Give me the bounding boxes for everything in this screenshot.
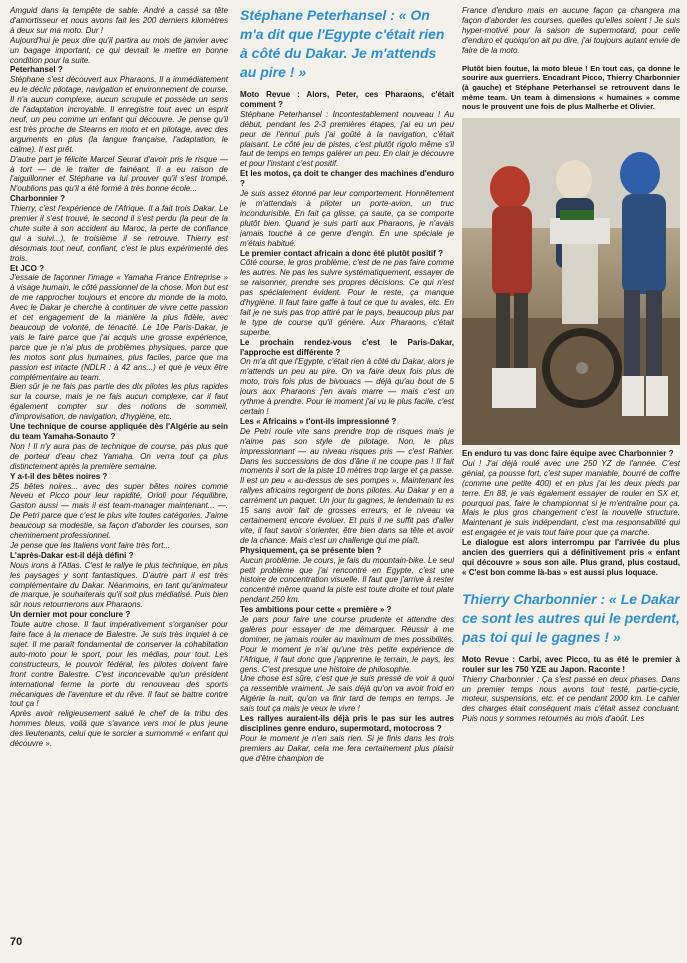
interview-paragraph: D'autre part je félicite Marcel Seurat d'avoir pris le risque — à tort — de le traiter de fainéant. Il a eu raison de l'aiguillonner et Stéphane va lui prouver qu'il s'est trompé. N'oublions pas qu'il a été formé à très bonne école... [10,154,228,194]
interview-question: Charbonnier ? [10,194,65,204]
interview-paragraph: Thierry Charbonnier : Ça s'est passé en deux phases. Dans un premier temps nous avons tout testé, partie-cycle, moteur, suspensions, etc. et ce pendant 2000 km. Le cahier des charges était conséquent mais c'était assez concluant. Puis nous y sommes retournés au mois d'août. Les [462,674,680,724]
interview-question: Moto Revue : Carbi, avec Picco, tu as été le premier à rouler sur les 750 YZE au Japon. Raconte ! [462,654,680,674]
peterhansel-headline: Stéphane Peterhansel : « On m'a dit que l'Egypte c'était rien à côté du Dakar. Je m'attends au pire ! » [240,7,445,80]
charbonnier-lead-body [462,449,680,578]
interview-paragraph: Je pense que les Italiens vont faire très fort... [10,540,171,550]
interview-question: Peterhansel ? [10,65,63,75]
interview-paragraph: Aucun problème. Je cours, je fais du mountain-bike. Le seul petit problème que j'ai rencontré en Egypte, c'est une histoire de concentration visuelle. Il faut que j'arrive à rester concentré même quand la piste est toute droite et tout plate pendant 250 km. [240,555,454,605]
interview-paragraph: Une chose est sûre, c'est que je suis pressé de voir à quoi ça ressemble vraiment. Je sais déjà qu'on va avoir froid en Algérie la nuit, qu'on va finir tard de temps en temps. Je sais tout ça mais je veux le vivre ! [240,674,454,714]
interview-question: Moto Revue : Alors, Peter, ces Pharaons, c'était comment ? [240,90,454,109]
interview-question: Le premier contact africain a donc été plutôt positif ? [240,248,443,258]
interview-paragraph: De Petri roule vite sans prendre trop de risques mais je n'aime pas son style de pilotage. Non, le plus impressionnant — au niveau risques pris — c'est Rahier. Dans les successions de dos d'âne il ne coupe pas ! Il fait moments il sort de la piste 10 mètres trop large et ça passe. Il est un peu « au-dessus de ses pompes ». Maintenant les rallyes africains regorgent de bons pilotes. Au Dakar y en a carrément un paquet. Un jour tu gagnes, le lendemain tu es 15 sans avoir fait de grosses erreurs, et le niveau va certainement encore évoluer. Et puis il ne suffit pas d'aller vite, il faut savoir s'orienter, être bien dans sa tête et avoir de la chance. Mais c'est un challenge qui me plaît. [240,426,454,545]
interview-paragraph: Thierry, c'est l'expérience de l'Afrique. Il a fait trois Dakar. Le premier il s'est trouvé, le second il s'est perdu (la peur de la chute suite à son accident au Maroc, la perte de confiance qui a suivi...), le troisième il se retrouve. Thierry est désormais tout neuf, confiant, c'est le plus expérimenté des trois. [10,204,228,263]
interview-paragraph: Toute autre chose. Il faut impérativement s'organiser pour faire face à la menace de Balestre. Je suis très inquiet à ce sujet. Il me paraît fondamental de conserver la cohabitation auto-moto pour le sport, pour les médias, pour tout. Les constructeurs, le pouvoir fédéral, les pilotes doivent faire front contre Balestre. C'est inconcevable qu'un président international ferme la porte du renouveau des sports mécaniques de l'aventure et du rêve. Il faut se battre contre tout ça ! [10,620,228,709]
page-number: 70 [10,936,23,948]
bold-paragraph: Le dialogue est alors interrompu par l'arrivée du plus ancien des guerriers qui a définitivement pris « enfant qui découvre » sous son aile. Plus grand, plus costaud, « C'est bon comme là-bas » est aussi plus loquace. [462,538,680,577]
interview-paragraph: Stéphane Peterhansel : Incontestablement nouveau ! Au début, pendant les 2-3 premières étapes, j'ai eu un peu peur de l'ennui puis j'ai goûté à la navigation, c'était plaisant. Le côté jeu de pistes, c'est plutôt rigolo même s'il faut de temps en temps galérer un peu. En clair je découvre et pour l'instant c'est positif. [240,109,454,169]
interview-question: Tes ambitions pour cette « première » ? [240,605,392,615]
team-riders-photo [462,118,680,445]
interview-column-right [462,6,680,956]
interview-column-left [10,6,228,924]
interview-question: En enduro tu vas donc faire équipe avec Charbonnier ? [462,449,674,459]
interview-paragraph: 25 bêtes noires... avec des super bêtes noires comme Neveu et Picco pour leur rapidité, Orioli pour l'équilibre, Gaston aussi — mais il est team-manager maintenant... —. De Petri parce que c'est le plus vite toutes catégories. J'aime beaucoup sa modestie, sa façon d'aborder les courses, son cheminement professionnel. [10,481,228,541]
photo-caption: Plutôt bien foutue, la moto bleue ! En tout cas, ça donne le sourire aux guerriers. Encadrant Picco, Thierry Charbonnier (à gauche) et Stéphane Peterhansel se retrouvent dans le même team. Un team à dimensions « humaines » comme nous le prouvent une fois de plus Malherbe et Olivier. [462,63,680,112]
peterhansel-interview-body [240,90,454,764]
interview-paragraph: Je pars pour faire une course prudente et attendre des galères pour essayer de me démarquer. Réussir à me dominer, ne jamais rouler au maximum de mes possibilités. Pour le moment je n'ai qu'une très petite expérience de l'Afrique, il faut donc que j'apprenne le terrain, le pays, les gens. C'est presque une histoire de philosophie. [240,615,454,674]
interview-paragraph: Nous irons à l'Atlas. C'est le rallye le plus technique, en plus les paysages y sont fantastiques. D'autre part il est très complémentaire du Dakar. Néanmoins, en tant qu'animateur de marque, je souhaiterais qu'il soit plus médiatisé. Puis bien sûr nous retournerons aux Pharaons. [10,560,228,610]
interview-question: Y a-t-il des bêtes noires ? [10,471,108,481]
interview-question: Et les motos, ça doit te changer des machines d'enduro ? [240,169,454,189]
interview-paragraph: France d'enduro mais en aucune façon ça changera ma façon d'aborder les courses, quelles qu'elles soient ! Je suis hyper-motivé pour la saison de supermotard, pour celle d'enduro et quoiqu'on ait pu dire, j'ai toujours autant envie de faire de la moto. [462,6,680,55]
interview-paragraph: Pour le moment je n'en sais rien. Si je finis dans les trois premiers au Dakar, cela me fera certainement plus plaisir que d'être champion de [240,733,454,763]
interview-paragraph: Côté course, le gros problème, c'est de ne pas faire comme les autres. Ne pas les suivre systématiquement, essayer de se raisonner, prendre ses propres décisions. Ce qui n'est pas spécialement évident. Pour le reste, ça manque d'hygiène. Il faut faire gaffe à tout ce que tu avales, etc. En fait je ne suis pas trop attiré par le pays, beaucoup plus par le type de course qu'il génère. Aux Pharaons, c'était superbe. [240,258,454,337]
interview-question: Et JCO ? [10,263,44,273]
interview-column-middle [240,6,454,956]
column-intro-text [462,6,680,56]
photo-illustration [462,118,680,445]
interview-question: Le prochain rendez-vous c'est le Paris-Dakar, l'approche est différente ? [240,337,454,357]
interview-paragraph: Stéphane s'est découvert aux Pharaons. Il a immédiatement eu le déclic pilotage, navigation et environnement de course. Il n'a aucun complexe, aucun scrupule et possède un sens de l'adaptation incroyable. Il enregistre tout avec un esprit neuf, un peu comme un enfant qui découvre. Je pense qu'il est très proche de Stearns en moto et en pilotage, avec des arguments en plus (la langue française, l'adaptation, le calme). Il est prêt. [10,75,228,154]
interview-question: Les rallyes auraient-ils déjà pris le pas sur les autres disciplines genre enduro, supermotard, motocross ? [240,714,454,733]
interview-question: Les « Africains » t'ont-ils impressionné ? [240,416,397,426]
interview-question: L'après-Dakar est-il déjà défini ? [10,550,134,560]
interview-paragraph: Je suis assez étonné par leur comportement. Honnêtement je m'attendais à piloter un porte-avion, un truc incondurisible. En fait ça glisse, ça saute, ça se comporte plutôt bien. Quand je suis parti aux Pharaons, je n'avais jamais touché à ce genre d'engin. En une spéciale je m'étais habitué. [240,189,454,248]
interview-paragraph: Après avoir religieusement salué le chef de la tribu des hommes bleus, voilà que s'avance vers moi le plus jeune des lieutenants, celui que le sorcier a surnommé « enfant qui découvre ». [10,709,228,749]
interview-question: Un dernier mot pour conclure ? [10,610,131,620]
charbonnier-headline: Thierry Charbonnier : « Le Dakar ce sont les autres qui le perdent, pas toi qui le gagnes ! » [462,590,680,645]
interview-question: Une technique de course appliquée dès l'Algérie au sein du team Yamaha-Sonauto ? [10,422,228,441]
interview-paragraph: On m'a dit que l'Egypte, c'était rien à côté du Dakar, alors je m'attends un peu au pire. On va faire deux fois plus de moto, trois fois plus de bivouacs — déjà qu'au bout de 5 jours aux Pharaons j'en avais marre — mais c'est un rythme à prendre. Pour le moment j'ai vu le plus facile, c'est certain ! [240,357,454,416]
interview-paragraph: Amguid dans la tempête de sable. André a cassé sa tête d'amortisseur et nous avons fait les 200 derniers kilomètres à deux sur ma moto. Dur ! [10,6,228,35]
charbonnier-interview-body [462,655,680,724]
interview-paragraph: Aujourd'hui je peux dire qu'il partira au mois de janvier avec un bagage important, ce qui devrait le mettre en bonne condition pour la suite. [10,35,228,65]
interview-paragraph: Bien sûr je ne fais pas partie des dix pilotes les plus rapides sur la course, mais je ne fais aucun complexe, car il faut également compter sur des notions de sommeil, d'improvisation, de navigation, d'hygiène, etc. [10,382,228,422]
interview-question: Physiquement, ça se présente bien ? [240,545,382,555]
interview-paragraph: J'essaie de façonner l'image « Yamaha France Entreprise » à visage humain, le côté passionnel de la chose. Mon but est de me rapprocher toujours et encore du monde de la moto. Avec le Dakar je cherche à continuer de vivre cette passion et cet engagement de la manière la plus fidèle, avec beaucoup de volonté, de ténacité. Le 10e Paris-Dakar, je vais le faire parce que j'ai acquis une grosse expérience, parce que je n'ai plus de problèmes physiques, parce que les motos sont plus humaines, plus faciles, parce que ma passion est intacte (NDLR : à 42 ans...) et que je veux être complémentaire au team. [10,273,228,382]
interview-paragraph: Oui ! J'ai déjà roulé avec une 250 YZ de l'année. C'est génial, ça pousse fort, c'est super maniable, bourré de coffre (comme une petite 400) et en plus j'ai les deux pieds par terre. En 88, je vais également essayer de rouler en SX et, pourquoi pas, faire le championnat si je m'entraîne pour ça. Mais le plus gros changement c'est la nouvelle structure. Maintenant je suis indépendant, c'est ma responsabilité qui est engagée et je vais tout faire pour que ça marche. [462,458,680,538]
interview-paragraph: Non ! Il n'y aura pas de technique de course, pas plus que de porteur d'eau chez Yamaha. On verra tout ça plus distinctement après la première semaine. [10,441,228,471]
